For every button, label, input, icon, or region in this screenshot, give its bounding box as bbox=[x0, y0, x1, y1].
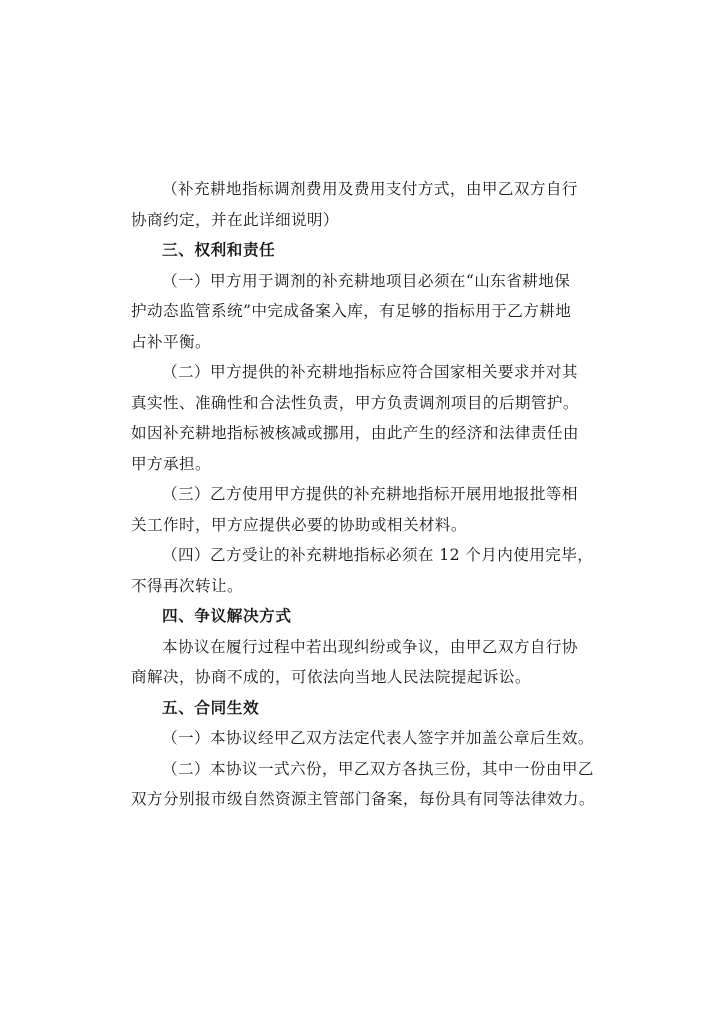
paragraph-line: （补充耕地指标调剂费用及费用支付方式，由甲乙双方自行 bbox=[162, 180, 578, 198]
paragraph-line: （一）甲方用于调剂的补充耕地项目必须在“山东省耕地保 bbox=[162, 271, 571, 290]
paragraph-line: （二）甲方提供的补充耕地指标应符合国家相关要求并对其 bbox=[162, 363, 578, 381]
paragraph-line: 如因补充耕地指标被核减或挪用，由此产生的经济和法律责任由 bbox=[131, 424, 579, 442]
paragraph-line: 占补平衡。 bbox=[131, 332, 211, 351]
paragraph-line: 不得再次转让。 bbox=[131, 576, 243, 595]
paragraph-line: （四）乙方受让的补充耕地指标必须在 12 个月内使用完毕， bbox=[162, 546, 594, 564]
paragraph-line: 甲方承担。 bbox=[131, 454, 211, 473]
paragraph-line: 关工作时，甲方应提供必要的协助或相关材料。 bbox=[131, 515, 467, 534]
paragraph-line: （二）本协议一式六份，甲乙双方各执三份，其中一份由甲乙 bbox=[162, 759, 594, 778]
paragraph-line: 真实性、准确性和合法性负责，甲方负责调剂项目的后期管护。 bbox=[131, 393, 579, 412]
section-heading: 三、权利和责任 bbox=[162, 241, 276, 259]
paragraph-line: 商解决，协商不成的，可依法向当地人民法院提起诉讼。 bbox=[131, 668, 531, 686]
paragraph-line: 护动态监管系统”中完成备案入库，有足够的指标用于乙方耕地 bbox=[131, 302, 572, 320]
document-body bbox=[131, 174, 595, 815]
paragraph-line: （三）乙方使用甲方提供的补充耕地指标开展用地报批等相 bbox=[162, 485, 578, 503]
section-heading: 五、合同生效 bbox=[162, 698, 260, 717]
section-heading: 四、争议解决方式 bbox=[162, 607, 292, 625]
paragraph-line: 协商约定，并在此详细说明） bbox=[131, 210, 339, 229]
paragraph-line: 本协议在履行过程中若出现纠纷或争议，由甲乙双方自行协 bbox=[162, 637, 578, 656]
paragraph-line: （一）本协议经甲乙双方法定代表人签字并加盖公章后生效。 bbox=[162, 729, 594, 747]
paragraph-line: 双方分别报市级自然资源主管部门备案，每份具有同等法律效力。 bbox=[131, 790, 595, 808]
